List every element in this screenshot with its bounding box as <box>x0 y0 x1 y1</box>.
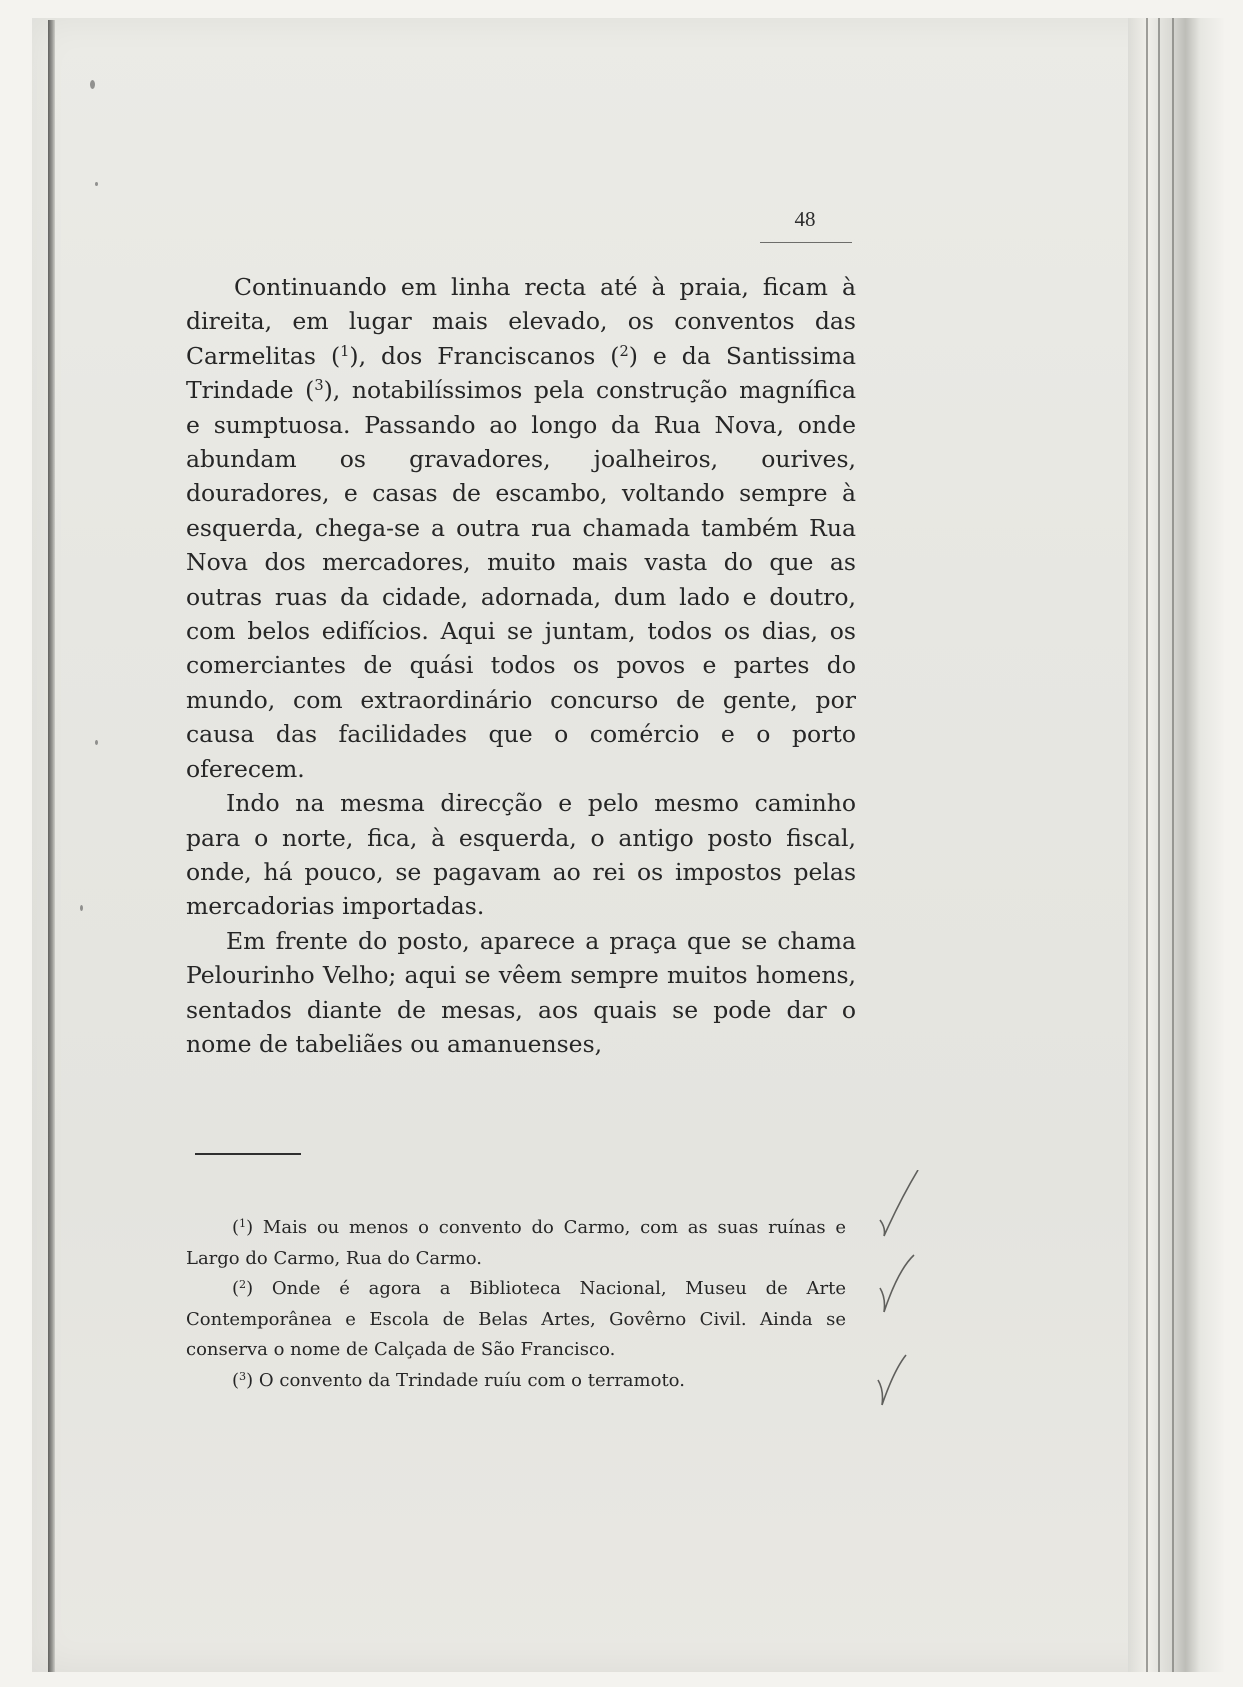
footnote-2-marker: 2 <box>239 1277 247 1291</box>
edge-line <box>1172 18 1174 1672</box>
footnote-ref-2: 2 <box>619 342 629 360</box>
footnote-3-text: O convento da Trindade ruíu com o terramoto. <box>258 1369 685 1391</box>
footnote-3: ($^3$) O convento da Trindade ruíu com o terramoto. <box>232 1369 685 1391</box>
check-mark-icon <box>880 1255 914 1312</box>
scan-speck <box>80 905 83 911</box>
page-number-rule <box>760 242 852 243</box>
footnote-separator <box>195 1153 301 1155</box>
edge-line <box>1158 18 1160 1672</box>
footnote-3-marker: 3 <box>239 1369 247 1383</box>
check-mark-icon <box>878 1355 906 1405</box>
paragraph-1-text-d: ), notabilíssimos pela construção magnífica e sumptuosa. Passando ao longo da Rua Nova, onde abundam os gravadores, joalheiros, ourives, douradores, e casas de escambo, voltando sempre à esquerda, chega-se a outra rua chamada também Rua Nova dos mercadores, muito mais vasta do que as outras ruas da cidade, adornada, dum lado e doutro, com belos edifícios. Aqui se juntam, todos os dias, os comerciantes de quási todos os povos e partes do mundo, com extraordinário concurso de gente, por causa das facilidades que o comércio e o porto oferecem. <box>186 376 857 783</box>
footnote-ref-3: 3 <box>314 377 324 395</box>
binding-edge-right <box>1128 18 1224 1672</box>
footnote-2: ($^2$) Onde é agora a Biblioteca Nacional, Museu de Arte Contemporânea e Escola de Belas Artes, Govêrno Civil. Ainda se conserva o nome de Calçada de São Francisco. <box>186 1277 846 1360</box>
footnote-1-marker: 1 <box>239 1216 247 1230</box>
page-number: 48 <box>794 207 816 231</box>
paragraph-3: Em frente do posto, aparece a praça que se chama Pelourinho Velho; aqui se vêem sempre muitos homens, sentados diante de mesas, aos quais se pode dar o nome de tabeliães ou amanuenses, <box>186 926 856 1058</box>
edge-line <box>1146 18 1148 1672</box>
footnotes <box>186 1213 846 1396</box>
paragraph-1 <box>186 270 856 786</box>
check-marks <box>870 1170 930 1430</box>
paragraph-1-text-a: Continuando em linha recta até à praia, ficam à direita, em lugar mais elevado, os conventos das Carmelitas ( <box>186 273 856 370</box>
paragraph-1-text-b: ), dos Franciscanos ( <box>349 341 620 370</box>
footnote-1: ($^1$) Mais ou menos o convento do Carmo, com as suas ruínas e Largo do Carmo, Rua do Carmo. <box>186 1216 846 1269</box>
scan-speck <box>95 182 98 186</box>
scan-speck <box>95 740 98 745</box>
footnote-ref-1: 1 <box>340 342 350 360</box>
paragraph-2: Indo na mesma direcção e pelo mesmo caminho para o norte, fica, à esquerda, o antigo posto fiscal, onde, há pouco, se pagavam ao rei os impostos pelas mercadorias importadas. <box>186 789 856 921</box>
paragraph-1-text-c: ) e da Santissima Trindade ( <box>186 341 856 405</box>
footnote-1-text: Mais ou menos o convento do Carmo, com as suas ruínas e Largo do Carmo, Rua do Carmo. <box>186 1217 846 1269</box>
binding-edge-left <box>48 20 55 1672</box>
footnote-2-text: Onde é agora a Biblioteca Nacional, Museu de Arte Contemporânea e Escola de Belas Artes, Govêrno Civil. Ainda se conserva o nome de Calçada de São Francisco. <box>186 1278 846 1360</box>
check-mark-icon <box>880 1170 918 1236</box>
scan-speck <box>90 80 95 89</box>
body-text <box>186 270 856 1061</box>
